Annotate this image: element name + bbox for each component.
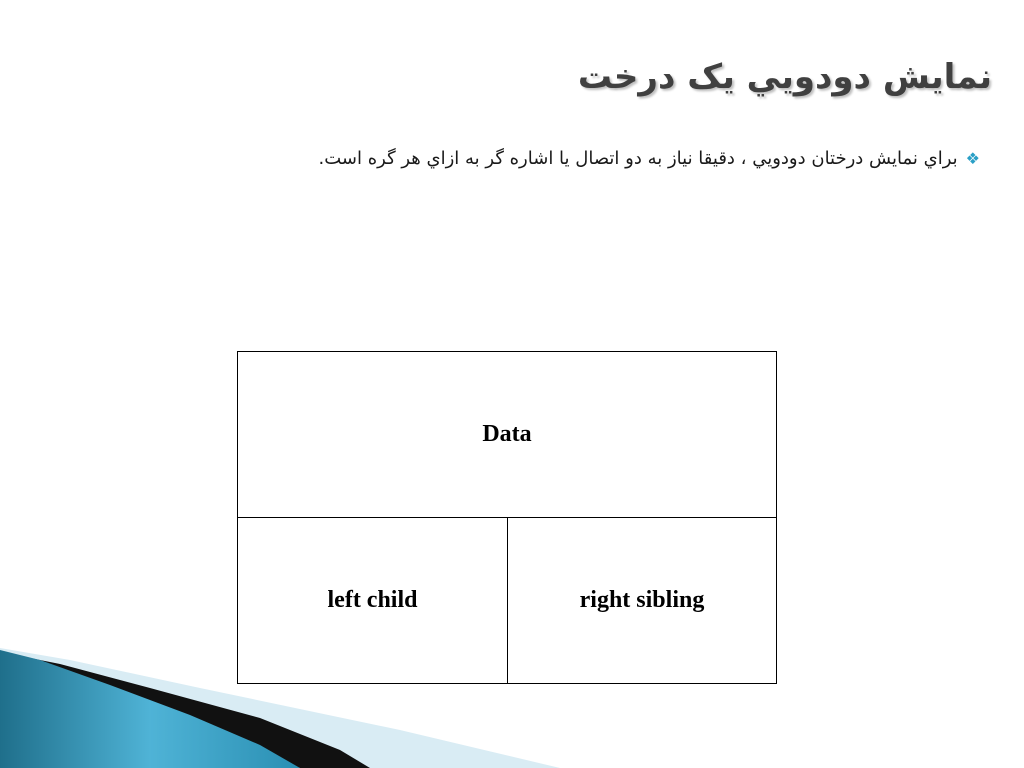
right-sibling-field: right sibling	[579, 587, 705, 613]
data-field: Data	[238, 352, 776, 518]
bullet-text: براي نمايش درختان دودويي ، دقيقا نياز به دو اتصال يا اشاره گر به ازاي هر گره است.	[318, 148, 958, 169]
diamond-bullet-icon: ❖	[965, 149, 980, 168]
binary-node-diagram	[237, 351, 777, 684]
slide-title: نمايش دودويي يک درخت	[577, 57, 992, 97]
left-child-field: left child	[238, 518, 508, 683]
bullet-item	[100, 144, 980, 174]
